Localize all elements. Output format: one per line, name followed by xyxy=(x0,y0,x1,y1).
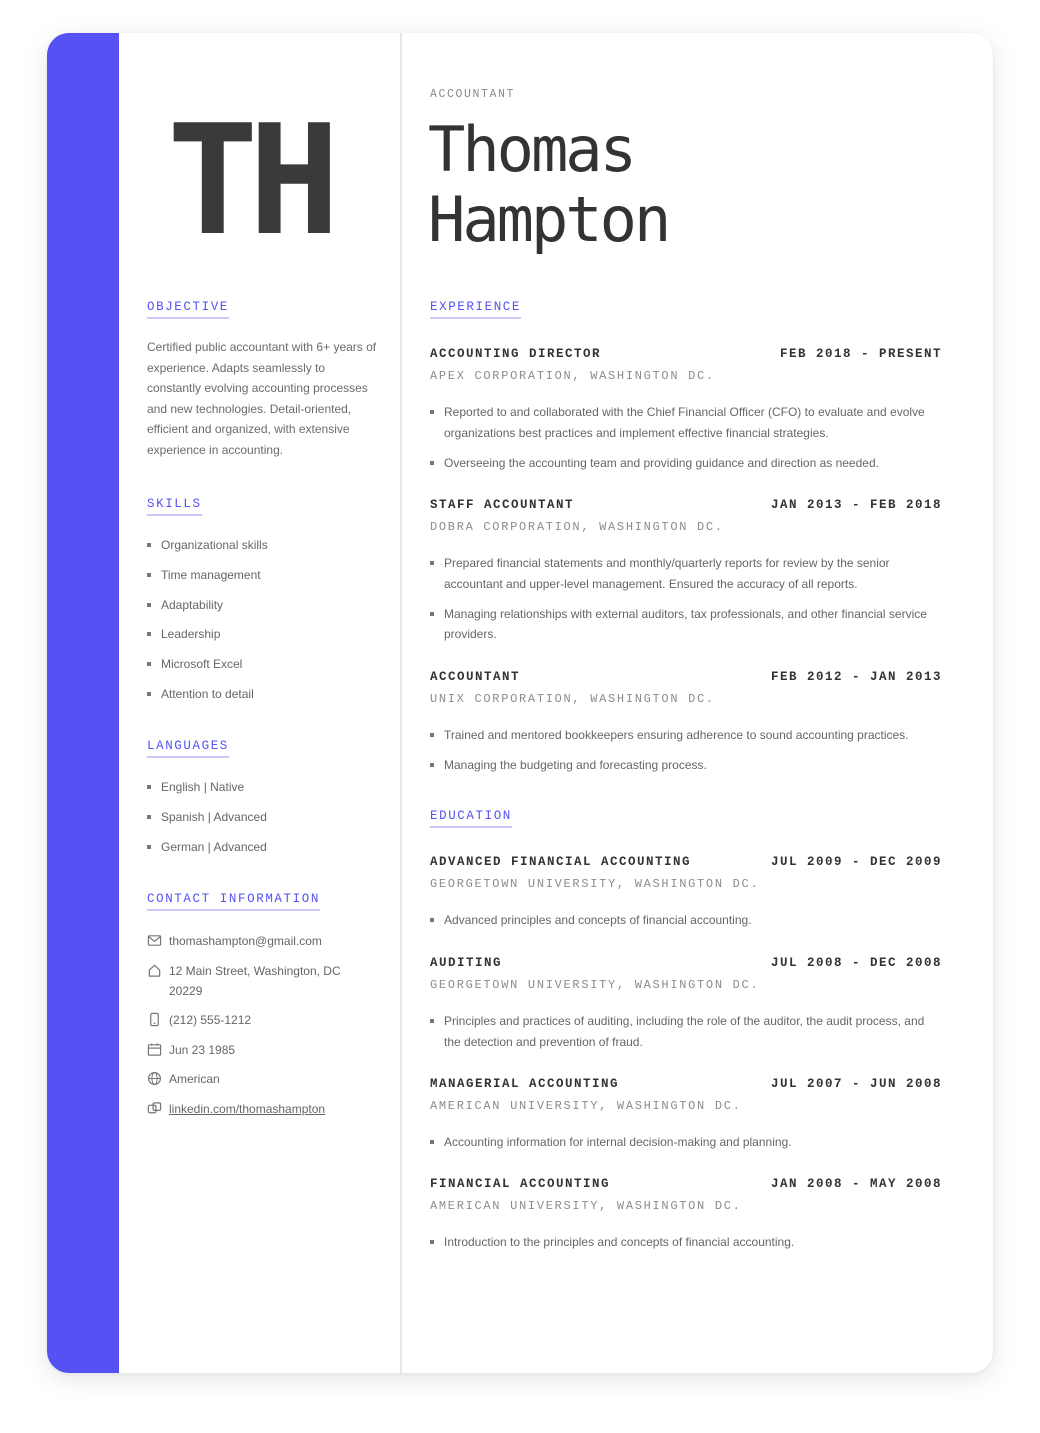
entry-organization: AMERICAN UNIVERSITY, WASHINGTON DC. xyxy=(430,1199,742,1213)
objective-text: Certified public accountant with 6+ years of experience. Adapts seamlessly to constantly evolving accounting processes and new technologies. Detail-oriented, efficient and organized, with extensive experience in accounting. xyxy=(147,340,377,457)
contact-address xyxy=(147,961,387,1001)
column-divider xyxy=(400,33,402,1373)
entry-title: MANAGERIAL ACCOUNTING xyxy=(430,1077,620,1091)
experience-entry xyxy=(430,497,942,654)
list-item: Trained and mentored bookkeepers ensuring adherence to sound accounting practices. xyxy=(430,725,942,746)
list-item: Adaptability xyxy=(147,597,268,627)
experience-title: EXPERIENCE xyxy=(430,300,521,319)
experience-entry xyxy=(430,346,942,483)
entry-dates: FEB 2012 - JAN 2013 xyxy=(770,670,942,684)
contact-email xyxy=(147,931,387,951)
list-item: Introduction to the principles and concepts of financial accounting. xyxy=(430,1232,942,1253)
globe-icon xyxy=(147,1071,162,1086)
education-title: EDUCATION xyxy=(430,809,512,828)
entry-title: AUDITING xyxy=(430,956,503,970)
list-item: Organizational skills xyxy=(147,537,268,567)
entry-organization: UNIX CORPORATION, WASHINGTON DC. xyxy=(430,692,715,706)
entry-organization: AMERICAN UNIVERSITY, WASHINGTON DC. xyxy=(430,1099,742,1113)
entry-organization: DOBRA CORPORATION, WASHINGTON DC. xyxy=(430,520,724,534)
list-item: Advanced principles and concepts of financial accounting. xyxy=(430,910,942,931)
entry-title: ACCOUNTING DIRECTOR xyxy=(430,347,602,361)
list-item: English | Native xyxy=(147,779,267,809)
education-entry xyxy=(430,1076,942,1162)
contact-nationality xyxy=(147,1069,387,1089)
entry-title: ACCOUNTANT xyxy=(430,670,521,684)
entry-dates: JUL 2009 - DEC 2009 xyxy=(770,855,942,869)
monogram: TH xyxy=(167,92,331,269)
list-item: Time management xyxy=(147,567,268,597)
entry-title: STAFF ACCOUNTANT xyxy=(430,498,575,512)
entry-dates: JAN 2013 - FEB 2018 xyxy=(770,498,942,512)
languages-title: LANGUAGES xyxy=(147,739,229,758)
list-item: Leadership xyxy=(147,626,268,656)
list-item: Managing the budgeting and forecasting process. xyxy=(430,755,942,776)
first-name: Thomas xyxy=(428,113,634,186)
linkedin-link[interactable]: linkedin.com/thomashampton xyxy=(169,1101,326,1116)
entry-organization: APEX CORPORATION, WASHINGTON DC. xyxy=(430,369,715,383)
list-item: Attention to detail xyxy=(147,686,268,716)
birthdate-text: Jun 23 1985 xyxy=(169,1042,236,1057)
last-name: Hampton xyxy=(428,183,669,256)
contact-list xyxy=(147,931,387,1128)
entry-title: ADVANCED FINANCIAL ACCOUNTING xyxy=(430,855,692,869)
education-entry xyxy=(430,955,942,1062)
list-item: Spanish | Advanced xyxy=(147,809,267,839)
job-title-label: ACCOUNTANT xyxy=(430,88,516,101)
calendar-icon xyxy=(147,1042,162,1057)
list-item: Overseeing the accounting team and providing guidance and direction as needed. xyxy=(430,453,942,474)
email-text[interactable]: thomashampton@gmail.com xyxy=(169,934,322,948)
phone-text[interactable]: (212) 555-1212 xyxy=(169,1013,252,1027)
skills-list xyxy=(147,537,268,716)
nationality-text: American xyxy=(169,1072,220,1086)
list-item: Managing relationships with external auditors, tax professionals, and other financial service providers. xyxy=(430,604,942,645)
accent-bar xyxy=(47,33,119,1373)
entry-organization: GEORGETOWN UNIVERSITY, WASHINGTON DC. xyxy=(430,978,760,992)
education-entry xyxy=(430,854,942,940)
address-text: 12 Main Street, Washington, DC 20229 xyxy=(169,963,341,998)
resume-card xyxy=(47,33,993,1373)
home-icon xyxy=(147,963,162,978)
languages-list xyxy=(147,779,267,868)
entry-organization: GEORGETOWN UNIVERSITY, WASHINGTON DC. xyxy=(430,877,760,891)
experience-entry xyxy=(430,669,942,785)
link-icon xyxy=(147,1101,162,1116)
objective-title: OBJECTIVE xyxy=(147,300,229,319)
list-item: Reported to and collaborated with the Chief Financial Officer (CFO) to evaluate and evolve organizations best practices and implement effective financial strategies. xyxy=(430,402,942,443)
list-item: German | Advanced xyxy=(147,839,267,869)
list-item: Accounting information for internal decision-making and planning. xyxy=(430,1132,942,1153)
contact-linkedin xyxy=(147,1099,387,1119)
education-entry xyxy=(430,1176,942,1262)
skills-title: SKILLS xyxy=(147,497,202,516)
entry-dates: FEB 2018 - PRESENT xyxy=(779,347,942,361)
phone-icon xyxy=(147,1012,162,1027)
entry-title: FINANCIAL ACCOUNTING xyxy=(430,1177,611,1191)
list-item: Microsoft Excel xyxy=(147,656,268,686)
list-item: Prepared financial statements and monthly/quarterly reports for review by the senior accountant and upper-level management. Ensured the accuracy of all reports. xyxy=(430,553,942,594)
mail-icon xyxy=(147,933,162,948)
entry-dates: JUL 2007 - JUN 2008 xyxy=(770,1077,942,1091)
entry-dates: JAN 2008 - MAY 2008 xyxy=(770,1177,942,1191)
contact-phone xyxy=(147,1010,387,1030)
entry-dates: JUL 2008 - DEC 2008 xyxy=(770,956,942,970)
contact-title: CONTACT INFORMATION xyxy=(147,892,320,911)
full-name xyxy=(428,115,668,255)
contact-birthdate xyxy=(147,1040,387,1060)
list-item: Principles and practices of auditing, including the role of the auditor, the audit process, and the detection and prevention of fraud. xyxy=(430,1011,942,1052)
